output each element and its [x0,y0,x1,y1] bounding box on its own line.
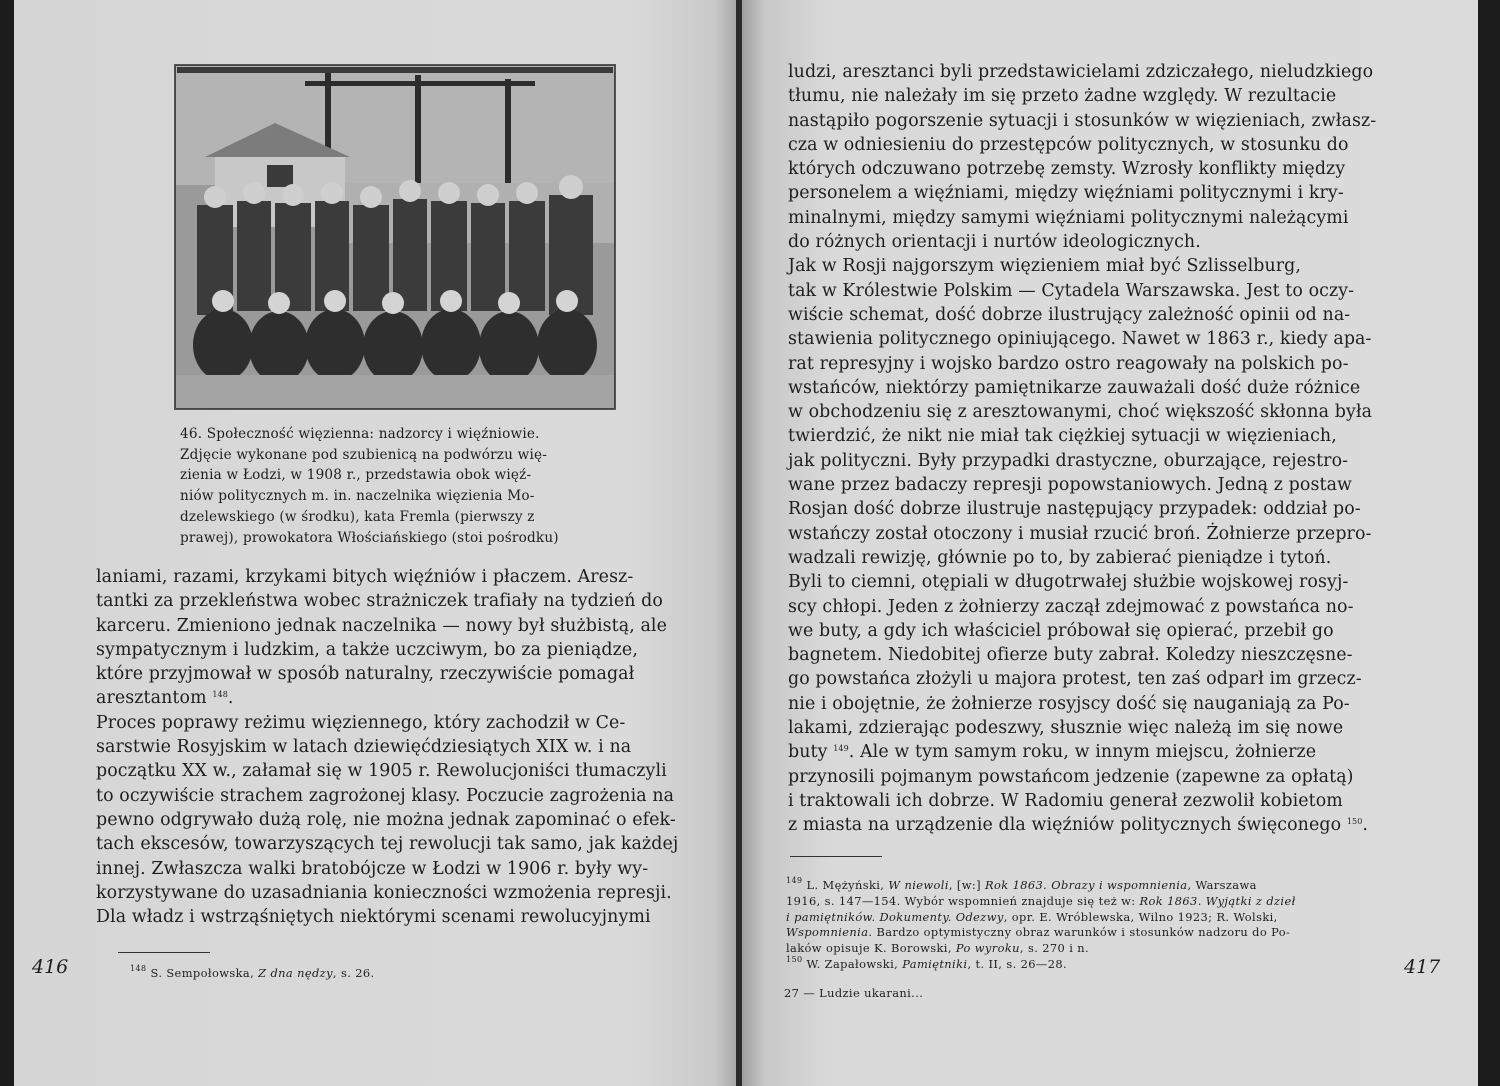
body-line: tantki za przekleństwa wobec strażniczek trafiały na tydzień do [96,591,663,612]
body-line: karceru. Zmieniono jednak naczelnika — nowy był służbistą, ale [96,615,667,636]
body-line: we buty, a gdy ich właściciel próbował się opierać, przebił go [788,620,1334,641]
footnote-149-line [786,894,1296,910]
body-line: Dla władz i wstrząśniętych niektórymi scenami rewolucyjnymi [96,907,651,928]
body-line: twierdzić, że nikt nie miał tak ciężkiej sytuacji w więzieniach, [788,426,1337,447]
body-line: buty [788,742,828,763]
body-line: jak polityczni. Były przypadki drastyczne, oburzające, rejestro- [788,450,1349,471]
body-line: których odczuwano potrzebę zemsty. Wzrosły konflikty między [788,159,1346,180]
footnote-rule [790,856,882,857]
footnote-text: W. Zapałowski, [806,956,903,971]
footnote-rule [118,952,210,953]
footnotes-right [786,878,1296,973]
footnote-148 [130,966,375,982]
footnote-text: , [w:] [948,878,986,892]
footnote-title: Z dna nędzy [258,966,333,980]
body-line: początku XX w., załamał się w 1905 r. Rewolucjoniści tłumaczyli [96,761,667,782]
body-line-with-ref: aresztantom $^{148}$. [96,688,234,709]
footnote-150-line [786,954,1296,973]
body-line: nie i obojętnie, że żołnierze rosyjscy dość się nauganiają za Po- [788,693,1350,714]
footnote-text: S. Sempołowska, [150,966,259,980]
footnote-ref-149[interactable]: 149 [833,744,849,754]
body-line: tak w Królestwie Polskim — Cytadela Warszawska. Jest to oczy- [788,280,1355,301]
body-line-with-ref [788,740,1376,764]
body-line: które przyjmował w sposób naturalny, rzeczywiście pomagał [96,664,635,685]
footnote-number: 150 [786,954,803,964]
right-body-text [788,60,1376,838]
body-line: pewno odgrywało dużą rolę, nie można jednak zapominać o efek- [96,809,676,830]
footnote-149-line [786,925,1296,941]
footnote-text: , t. II, s. 26—28. [967,956,1068,971]
body-line: z miasta na urządzenie dla więźniów politycznych święconego [788,815,1342,836]
footnote-text: L. Mężyński, [806,878,889,892]
footnote-text: 1916, s. 147—154. Wybór wspomnień znajduje się też w: [786,893,1140,908]
footnote-title: Wspomnienia [786,925,869,940]
footnote-text: laków opisuje K. Borowski, [786,941,956,956]
body-line: wstańczy został otoczony i musiał rzucić broń. Żołnierze przepro- [788,523,1372,544]
body-line: cza w odniesieniu do przestępców politycznych, w stosunku do [788,134,1349,155]
right-page [742,0,1478,1086]
footnote-149-line [786,878,1296,894]
body-line: personelem a więźniami, między więźniami politycznymi i kry- [788,183,1344,204]
body-line: wiście schemat, dość dobrze ilustrujący zależność opinii od na- [788,304,1351,325]
body-line: aresztantom [96,688,207,709]
body-line: przynosili pojmanym powstańcom jedzenie (zapewne za opłatą) [788,766,1354,787]
body-line: stawienia politycznego opiniującego. Nawet w 1863 r., kiedy apa- [788,329,1372,350]
footnote-number: 149 [786,876,803,885]
body-line: rat represyjny i wojsko bardzo ostro reagowały na polskich po- [788,353,1349,374]
body-line: scy chłopi. Jeden z żołnierzy zaczął zdejmować z powstańca no- [788,596,1354,617]
body-line: to oczywiście strachem zagrożonej klasy. Poczucie zagrożenia na [96,785,675,806]
footnote-title: Pamiętniki [902,956,968,971]
body-line: i traktowali ich dobrze. W Radomiu generał zezwolił kobietom [788,790,1343,811]
footnote-text: , s. 270 i n. [1019,941,1090,956]
footnote-149-line [786,941,1296,957]
body-line: sarstwie Rosyjskim w latach dziewięćdziesiątych XIX w. i na [96,737,632,758]
footnote-text: , s. 26. [332,966,375,980]
caption-line: prawej), prowokatora Włościańskiego (stoi pośrodku) [180,529,559,546]
body-line: wane przez badaczy represji popowstaniowych. Jedną z postaw [788,475,1353,496]
caption-line: 46. Społeczność więzienna: nadzorcy i więźniowie. [180,426,540,442]
body-line: bagnetem. Niedobitej ofierze buty zabrał. Koledzy nieszczęsne- [788,645,1353,666]
body-line: Proces poprawy reżimu więziennego, który zachodził w Ce- [96,712,626,733]
body-line: Jak w Rosji najgorszym więzieniem miał być Szlisselburg, [788,256,1302,277]
body-line: minalnymi, między samymi więźniami politycznymi należącymi [788,207,1349,228]
left-body-text [96,565,678,929]
photo-caption [180,424,620,548]
footnote-ref-150[interactable]: 150 [1346,817,1363,827]
body-line: wadzali rewizję, głównie po to, by zabierać pieniądze i tytoń. [788,547,1332,568]
caption-line: Zdjęcie wykonane pod szubienicą na podwórzu wię- [180,446,548,463]
footnote-title: Po wyroku [955,941,1020,956]
caption-line: zienia w Łodzi, w 1908 r., przedstawia obok więź- [180,467,532,484]
body-line: wstańców, niektórzy pamiętnikarze zauważali dość duże różnice [788,377,1361,398]
footnote-number: 148 [130,964,147,973]
footnote-title: W niewoli [888,878,949,892]
body-line: w obchodzeniu się z aresztowanymi, choć większość skłonna była [788,402,1373,423]
left-page [14,0,736,1086]
body-line: . Ale w tym samym roku, w innym miejscu, żołnierze [848,742,1317,763]
footnote-text: . Bardzo optymistyczny obraz warunków i stosunków nadzoru do Po- [868,925,1291,940]
footnote-ref-148[interactable]: 148 [212,690,228,700]
body-line: innej. Zwłaszcza walki bratobójcze w Łodzi w 1906 r. były wy- [96,858,649,879]
footnote-title: i pamiętników. Dokumenty. Odezwy [786,909,1004,924]
footnote-title: Rok 1863. Wyjątki z dzieł [1139,893,1296,908]
printer-signature: 27 — Ludzie ukarani... [784,986,924,1000]
footnote-149-line [786,910,1296,926]
body-line: tłumu, nie należały im się przeto żadne względy. W rezultacie [788,86,1337,107]
body-line: laniami, razami, krzykami bitych więźniów i płaczem. Aresz- [96,567,634,587]
body-line: sympatycznym i ludzkim, a także uczciwym, bo za pieniądze, [96,639,638,660]
body-line: do różnych orientacji i nurtów ideologicznych. [788,232,1201,253]
body-line: nastąpiło pogorszenie sytuacji i stosunków w więzieniach, zwłasz- [788,110,1377,131]
body-line: korzystywane do uzasadniania konieczności wzmożenia represji. [96,882,672,903]
body-line: go powstańca złożyli u majora protest, ten zaś odparł im grzecz- [788,669,1362,690]
prison-group-photo [174,64,616,410]
page-number-right: 417 [1404,956,1441,978]
body-line: Rosjan dość dobrze ilustruje następujący przypadek: oddział po- [788,499,1361,520]
body-line: lakami, zdzierając podeszwy, słusznie więc należą im się nowe [788,718,1344,739]
caption-line: dzelewskiego (w środku), kata Fremla (pierwszy z [180,508,535,525]
body-line-with-ref: z miasta na urządzenie dla więźniów politycznych święconego $^{150}$. [788,815,1369,836]
body-line: ludzi, aresztanci byli przedstawicielami zdziczałego, nieludzkiego [788,62,1374,82]
body-line: tach ekscesów, towarzyszących tej rewolucji tak samo, jak każdej [96,834,679,855]
page-number-left: 416 [32,956,69,978]
footnote-text: , Warszawa [1187,878,1257,892]
footnote-text: , opr. E. Wróblewska, Wilno 1923; R. Wolski, [1003,909,1278,924]
footnote-title: Rok 1863. Obrazy i wspomnienia [985,878,1188,892]
body-line: Byli to ciemni, otępiali w długotrwałej służbie wojskowej rosyj- [788,572,1349,593]
caption-line: niów politycznych m. in. naczelnika więzienia Mo- [180,488,535,505]
